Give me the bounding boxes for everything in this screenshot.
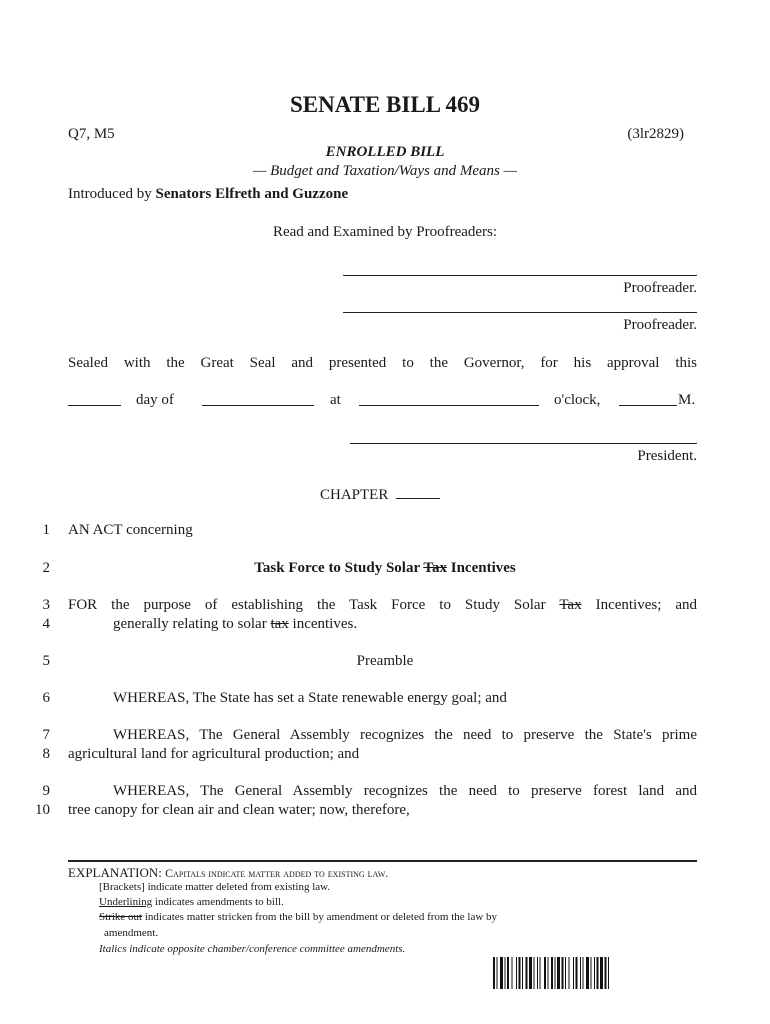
day-blank [68, 392, 121, 406]
sealed-line: Sealed with the Great Seal and presented to the Governor, for his approval this [68, 355, 697, 371]
line-number: 7 [42, 727, 50, 743]
barcode-bar [505, 957, 506, 989]
explanation-caps: Capitals indicate matter added to existing law. [165, 866, 389, 880]
chapter-label: CHAPTER [320, 487, 389, 503]
m-label: M. [678, 392, 696, 408]
introduced-prefix: Introduced by [68, 186, 152, 202]
barcode-bar [605, 957, 607, 989]
barcode-bar [526, 957, 528, 989]
whereas-3-line-2: tree canopy for clean air and clean water; now, therefore, [68, 802, 410, 818]
barcode-bar [529, 957, 532, 989]
underline-text: indicates amendments to bill. [154, 896, 284, 908]
month-blank [202, 392, 314, 406]
barcode-bar [544, 957, 546, 989]
strike-text: indicates matter stricken from the bill by amendment or deleted from the law by [144, 911, 498, 923]
day-of-label: day of [136, 392, 174, 408]
read-examined: Read and Examined by Proofreaders: [272, 224, 498, 240]
purpose-line-2 [113, 616, 357, 633]
barcode-bar [586, 957, 589, 989]
explanation-line [68, 865, 388, 881]
act-concerning: AN ACT concerning [68, 522, 193, 538]
barcode-bar [573, 957, 574, 989]
barcode-bar [583, 957, 584, 989]
purpose-1-struck: Tax [559, 597, 582, 613]
barcode-bar [557, 957, 560, 989]
proofreader-label-2: Proofreader. [623, 317, 697, 333]
proofreader-label-1: Proofreader. [623, 280, 697, 296]
barcode-bar [565, 957, 566, 989]
purpose-line-1 [68, 597, 697, 614]
brackets-word: [Brackets] [99, 881, 145, 893]
strike-note [99, 911, 497, 923]
heading-pre: Task Force to Study Solar [254, 560, 420, 576]
italics-note: Italics indicate opposite chamber/conference committee amendments. [99, 943, 406, 955]
strike-note-continued: amendment. [104, 927, 159, 939]
barcode-bar [540, 957, 541, 989]
barcode-bar [522, 957, 523, 989]
bill-heading [0, 560, 770, 577]
barcode-bar [576, 957, 578, 989]
underline-word: Underlining [99, 896, 153, 908]
chapter-blank [396, 485, 440, 499]
bill-title: SENATE BILL 469 [289, 92, 481, 117]
purpose-2-struck: tax [270, 616, 289, 632]
president-label: President. [637, 448, 697, 464]
committee-line: — Budget and Taxation/Ways and Means — [253, 163, 517, 179]
heading-struck: Tax [423, 560, 447, 576]
whereas-2-line-2: agricultural land for agricultural production; and [68, 746, 360, 762]
strike-word: Strike out [99, 911, 143, 923]
preamble-heading: Preamble [356, 653, 414, 669]
barcode-bar [519, 957, 521, 989]
barcode-bar [512, 957, 513, 989]
barcode-bar [591, 957, 592, 989]
proofreader-signature-line-1 [343, 275, 697, 276]
at-label: at [330, 392, 341, 408]
barcode-bar [569, 957, 570, 989]
oclock-label: o'clock, [554, 392, 601, 408]
explanation-label: EXPLANATION: [68, 865, 162, 880]
barcode-bar [551, 957, 553, 989]
chapter-line [320, 485, 440, 504]
line-number: 1 [42, 522, 50, 538]
purpose-1-pre: FOR the purpose of establishing the Task Force to Study Solar [68, 597, 546, 613]
line-number: 8 [42, 746, 50, 762]
sponsors: Senators Elfreth and Guzzone [155, 186, 349, 202]
line-number: 4 [42, 616, 50, 632]
barcode-bar [534, 957, 535, 989]
barcode-bar [548, 957, 549, 989]
barcode-bar [580, 957, 581, 989]
whereas-2-line-1: WHEREAS, The General Assembly recognizes the need to preserve the State's prime [113, 727, 697, 743]
barcode-bar [500, 957, 503, 989]
barcode [493, 957, 681, 989]
purpose-2-post: incentives. [292, 616, 358, 632]
whereas-3-line-1: WHEREAS, The General Assembly recognizes the need to preserve forest land and [113, 783, 697, 799]
barcode-bar [594, 957, 595, 989]
barcode-bar [600, 957, 603, 989]
line-number: 10 [35, 802, 50, 818]
barcode-bar [555, 957, 556, 989]
line-number: 2 [42, 560, 50, 576]
brackets-text: indicate matter deleted from existing law. [147, 881, 331, 893]
line-number: 6 [42, 690, 50, 706]
barcode-bar [516, 957, 517, 989]
heading-post: Incentives [450, 560, 516, 576]
barcode-bar [597, 957, 599, 989]
barcode-bar [608, 957, 609, 989]
barcode-bar [507, 957, 509, 989]
barcode-bar [493, 957, 495, 989]
footer-divider [68, 860, 697, 862]
whereas-1: WHEREAS, The State has set a State renewable energy goal; and [113, 690, 507, 706]
line-number: 3 [42, 597, 50, 613]
barcode-bar [497, 957, 498, 989]
bill-number-code: (3lr2829) [627, 126, 684, 142]
barcode-bar [537, 957, 538, 989]
introduced-by [68, 186, 348, 203]
line-number: 9 [42, 783, 50, 799]
line-number: 5 [42, 653, 50, 669]
proofreader-signature-line-2 [343, 312, 697, 313]
purpose-1-post: Incentives; and [595, 597, 698, 613]
barcode-bar [562, 957, 564, 989]
time-blank [359, 392, 539, 406]
brackets-note [99, 881, 330, 893]
meridiem-blank [619, 392, 677, 406]
bill-codes: Q7, M5 [68, 126, 115, 142]
underline-note [99, 896, 284, 908]
president-signature-line [350, 443, 697, 444]
enrolled-label: ENROLLED BILL [325, 144, 445, 160]
purpose-2-pre: generally relating to solar [113, 616, 267, 632]
